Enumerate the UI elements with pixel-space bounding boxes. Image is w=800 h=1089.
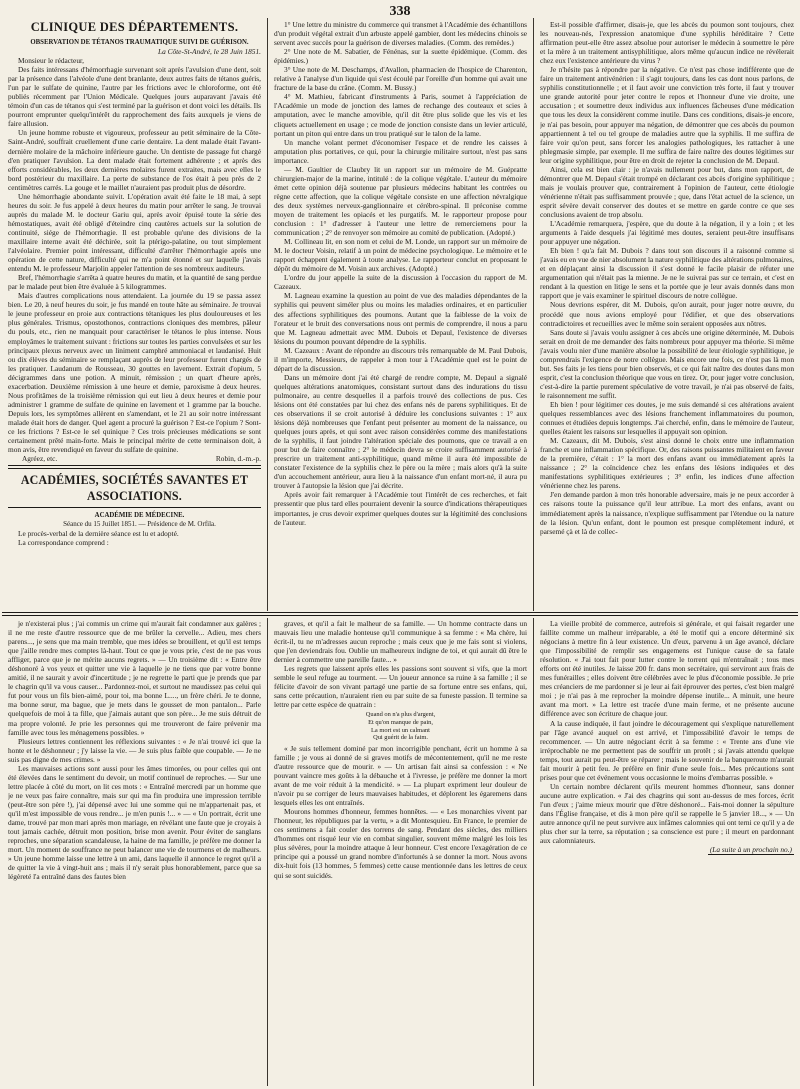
feuilleton-column-2 (274, 619, 527, 1086)
academy-paragraph: Un manche volant permet d'économiser l'espace et de rendre les caisses à amputation plus portatives, ce qui, pour la chirurgie militaire surtout, n'est pas sans importance. (274, 137, 527, 165)
section-rule (8, 465, 261, 469)
academy-paragraph: Sans doute si j'avais voulu assigner à ces abcès une origine déterminée, M. Dubois serait en droit de me demander des faits nombreux pour appuyer ma théorie. Si même j'avais voulu nier d'une manière absolue la possibilité de leur étiologie syphilitique, je comprendrais l'exigence de notre collègue. Mais encore une fois, ce n'est pas là mon but. Ses faits je les tiens pour bien observés, et ce qui fait naître des doutes dans mon esprit, c'est la conclusion théorique que vous en tirez. Or, pour juger votre conclusion, c'est-à-dire la partie purement spéculative de votre travail, je n'ai pas observé de faits, le raisonnement me suffit. (540, 327, 794, 400)
poem-line: Quand on n'a plus d'argent, (365, 711, 436, 719)
column-rule (533, 18, 534, 611)
academy-paragraph: L'Académie remarquera, j'espère, que du doute à la négation, il y a loin ; et les arguments à l'aide desquels j'ai légitimé mes doutes, seraient peut-être insuffisans pour appuyer une négation. (540, 219, 794, 247)
article-closing: Agréez, etc. (22, 454, 58, 464)
quatrain (274, 711, 527, 741)
feuilleton-paragraph: Les mauvaises actions sont aussi pour les âmes timorées, ou pour celles qui ont été élevées dans le sentiment du devoir, un motif continuel de reproches. — Sur une lettre placée à côté du mort, on lit ces mots : « Entraîné mercredi par un homme que je ne veux pas faire connaître, mais sur qui ma fin produira une impression terrible (peut-être son père !), j'ai dépensé avec lui une somme qui ne m'appartenait pas, et qu'il m'est impossible de vous rendre... je m'en punis !... » — « Un portrait, écrit une dame, trouvé par mon mari après mon mariage, en révélant une faute que je croyais à tout jamais cachée, détruit mon position, brise mon avenir. Pour éviter de sanglans reproches, une séparation scandaleuse, la haine de ma famille, je préfère me donner la mort. Un moment de souffrance ne peut balancer une vie de tourmens et de malheurs. » Un jeune homme laisse une lettre à un ami, dans laquelle il annonce le regret qu'il a de quitter la vie à vingt-huit ans ; mais il n'y serait plus honorablement, parce que sa légèreté l'a entraîné dans des fautes bien (8, 763, 261, 882)
academy-paragraph: 1° Une lettre du ministre du commerce qui transmet à l'Académie des échantillons d'un produit végétal extrait d'un arbuste appelé gambier, dont les médecins chinois se servent avec succès pour la guérison de diverses maladies. (Comm. des remèdes.) (274, 20, 527, 48)
feuilleton-paragraph: Les regrets que laissent après elles les passions sont souvent si vifs, que la mort semble le seul refuge au tourment. — Un joueur annonce sa ruine à sa famille ; il se félicite d'avoir de son vivant partagé une partie de sa fortune entre ses enfans, qui, sans cette précaution, n'auraient rien eu par suite de sa funeste passion. Il termine sa lettre par cette espèce de quatrain : (274, 664, 527, 710)
academy-subhead: ACADÉMIE DE MÉDECINE. (94, 512, 185, 520)
article-paragraph: Un jeune homme robuste et vigoureux, professeur au petit séminaire de la Côte-Saint-André, souffrait cruellement d'une carie dentaire. La dent malade était l'avant-dernière molaire de la mâchoire inférieure gauche. Un dentiste de passage fut chargé d'en pratiquer l'avulsion. La dent malade était fortement adhérente ; et après des efforts considérables, les deux dernières molaires furent extraites, mais avec elles le bord postérieur du maxillaire. La perte de substance de l'os était à peu près de 2 centimètres carrés. La gouge et le maillet n'auraient pas produit plus de désordre. (8, 128, 261, 192)
academy-paragraph: Je n'hésite pas à répondre par la négative. Ce n'est pas chose indifférente que de faire un traitement antivénérien : il s'agit toujours, dans les cas dont nous parlons, de syphilis constitutionnelle ; et il faut avoir une conviction très forte, il faut y trouver une grande autorité pour jeter contre le repos et l'honneur d'une vie droite, une accusation ; et soumettre deux individus aux influences fâcheuses d'une médication que tous les deux la considèrent comme inutile. Dans ces conditions, disais-je encore, je n'ai pas besoin, pour appuyer ma négation, de démontrer que ces abcès du poumon appartiennent à tel ou tel groupe de maladies autre que la syphilis. Il me suffira de faire voir qu'on peut, sans forcer les analogies pathologiques, les rattacher à une phlegmasie simple, par exemple. Il me suffira de faire naître des doutes légitimes sur leur origine syphilitique, pour être en droit de rejeter la conclusion de M. Depaul. (540, 65, 794, 165)
academy-paragraph: 4° M. Mathieu, fabricant d'instruments à Paris, soumet à l'appréciation de l'Académie un mode de jonction des lames de rechange des couteaux et scies à amputation, avec le manche amovible, qu'il dit être plus solide que les vis et les cliquets actuellement en usage ; ce mode de jonction consiste dans un levier articulé, portant un piton qui entre dans un trou pratiqué sur le talon de la lame. (274, 92, 527, 138)
academy-paragraph: Est-il possible d'affirmer, disais-je, que les abcès du poumon sont toujours, chez les nouveau-nés, l'expression anatomique d'une syphilis héréditaire ? Cette affirmation peut-elle être assez absolue pour autoriser le médecin à soumettre le père et la mère à un traitement antisyphilitique, alors même qu'aucun indice ne révélerait chez eux l'existence antérieure du virus ? (540, 20, 794, 66)
academy-paragraph: Eh bien ! qu'a fait M. Dubois ? dans tout son discours il a raisonné comme si j'avais eu en vue de nier absolument la nature syphilitique des altérations pulmonaires, et en déplaçant ainsi la discussion il s'est donné le facile plaisir de réfuter une argumentation qui n'était pas la mienne. Je ne le suivrai pas sur ce terrain, et c'est en rendant à la question en litige le sens et la portée que je leur avais donnés dans mon rapport que je vais examiner le spirituel discours de notre collègue. (540, 246, 794, 301)
academies-heading: ACADÉMIES, SOCIÉTÉS SAVANTES ET ASSOCIATIONS. (20, 472, 249, 504)
column-rule (533, 618, 534, 1086)
feuilleton-paragraph: je n'existerai plus ; j'ai commis un crime qui m'aurait fait condamner aux galères ; il ne me reste d'autre ressource que de me brûler la cervelle... Adieu, mes chers parens..., je sens que ma main tremble, que mes idées se brouillent, et qu'il est temps que j'aille rendre mes comptes là-haut. Tout ce que je vous prie, c'est de ne pas vous affliger, parce que je ne mérite aucuns regrets. » — Un troisième dit : « Entre être déshonoré à vos yeux et quitter une vie à laquelle je ne tiens que par votre bonne amitié, il ne saurait y avoir d'incertitude ; je ne regrette le parti que je prends que par le chagrin qu'il va vous causer... Pardonnez-moi, et surtout ne maudissez pas celui qui fut pour vous un fils bien-aimé, pour toi, ma bonne L...., un frère chéri. Je te donne, ma bonne sœur, ma bague, que je mets dans le gousset de mon pantalon... Parle quelquefois de moi à ta fille, que j'aimais autant que son père... Je me suis détruit de ma propre volonté. Je prie les personnes qui me trouveront de faire prévenir ma famille avec tous les ménagemens possibles. » (8, 619, 261, 737)
feuilleton-paragraph: « Je suis tellement dominé par mon incorrigible penchant, écrit un homme à sa famille ; je vous ai donné de si graves motifs de mécontentement, qu'il ne me reste d'autre ressource que de mourir. » — Un artisan fait ainsi sa confession : « Ne pouvant vaincre mes goûts à la débauche et à l'ivresse, je préfère me donner la mort avant de me voir réduit à la mendicité. » — La plupart expriment leur douleur de n'avoir pu se corriger de leurs mauvaises habitudes, et déplorent les égaremens dans lesquels elles les ont entraînés. (274, 743, 527, 808)
academy-paragraph: Après avoir fait remarquer à l'Académie tout l'intérêt de ces recherches, et fait pressentir que plus tard elles pourraient devenir la source d'indications thérapeutiques importantes, je crus devoir exprimer quelques doutes sur la légitimité des conclusions de l'auteur. (274, 490, 527, 527)
poem-line: Et qu'on manque de pain, (368, 719, 433, 727)
academy-paragraph: M. Lagneau examine la question au point de vue des maladies dépendantes de la syphilis qui peuvent siméler plus ou moins les maladies ordinaires, et en particulier des affections syphilitiques des poumons. Autant que la faiblesse de la voix de l'orateur et le bruit des conversations nous ont permis de comprendre, il nous a paru que M. Lagneau admettait avec MM. Dubois et Depaul, l'existence de diverses lésions du poumon pouvant dépendre de la syphilis. (274, 291, 527, 346)
feuilleton-paragraph: La vieille probité de commerce, autrefois si générale, et qui faisait regarder une faillite comme un malheur irréparable, a été le motif qui a encore déterminé six négocians à mettre fin à leur existence. Un d'eux, parvenu à un âge avancé, déclare que l'impossibilité de remplir ses engagemens est l'unique cause de sa fatale résolution. « J'ai tout fait pour lutter contre le torrent qui m'entraînait ; tous mes efforts ont été inutiles. Je laisse 200 fr. dans mon secrétaire, qui serviront aux frais de mes funérailles ; elles doivent être célébrées avec le plus d'économie possible. Je prie mes créanciers de me pardonner si je leur ai fait éprouver des pertes, c'est bien malgré moi ; je n'ai pas à me reprocher la moindre dépense inutile... A minuit, une heure avant ma mort. » La lettre est tracée d'une main ferme, et ne présente aucune différence avec son écriture de chaque jour. (540, 619, 794, 719)
academy-paragraph: Eh bien ! pour légitimer ces doutes, je me suis demandé si ces altérations avaient quelques ressemblances avec des lésions franchement inflammatoires du poumon, connues et étudiées depuis longtemps. J'ai cherché, enfin, dans le mémoire de l'auteur, quelles étaient les raisons sur lesquelles il appuyait son opinion. (540, 399, 794, 437)
session-line: Séance du 15 Juillet 1851. — Présidence de M. Orfila. (63, 520, 216, 529)
academy-paragraph: M. Cazeaux : Avant de répondre au discours très remarquable de M. Paul Dubois, il m'importe, Messieurs, de rappeler à mon tour à l'Académie quel est le point de départ de la discussion. (274, 345, 527, 373)
academy-paragraph: M. Collineau lit, en son nom et celui de M. Londe, un rapport sur un mémoire de M. le docteur Voisin, relatif à un point de médecine psychologique. Le mémoire et le rapport échappent également à toute analyse. Le rapporteur conclut en proposant le dépôt du mémoire de M. Voisin aux archives. (Adopté.) (274, 237, 527, 274)
article-signature: Robin, d.-m.-p. (215, 454, 261, 464)
academy-paragraph: 3° Une note de M. Deschamps, d'Avallon, pharmacien de l'hospice de Charenton, relative à l'analyse d'un liquide qui s'est écoulé par l'oreille d'un homme qui avait une fracture de la base du crâne. (Comm. M. Bussy.) (274, 65, 527, 93)
column-rule (267, 618, 268, 1086)
section-rule (8, 507, 261, 508)
feuilleton-paragraph: graves, et qu'il a fait le malheur de sa famille. — Un homme contracte dans un mauvais lieu une maladie honteuse qu'il communique à sa femme : « Ma chère, lui écrit-il, tu ne m'adresses aucun reproche ; mais ceux que je me fais sont si violens, que j'en deviendrais fou. Oublie un malheureux indigne de toi, et qui aurait dû être le dernier à commettre une pareille faute... » (274, 619, 527, 665)
article-paragraph: Mais d'autres complications nous attendaient. La journée du 19 se passa assez bien. Le 20, à neuf heures du soir, je fus mandé en toute hâte au séminaire. Je trouvai le jeune professeur en proie aux contractions tétaniques les plus douloureuses et les plus générales. Trismus, opostothonos, contractions cloniques des membres, pâleur du pouls, etc., rien ne manquait pour caractériser le tétanos le plus intense. Nous employâmes le traitement suivant : frictions sur toutes les parties convulsées et sur les principaux plexus nerveux avec un liniment camphré ammoniacal et laudanisé. Huit ou dix élèves du séminaire se remplaçant auprès de leur professeur furent chargés de les pratiquer. Laudanum de Rousseau, 30 gouttes en lavement. Extrait d'opium, 5 décigrammes dans une potion. A minuit, rémission ; un quart d'heure après, exacerbation. Deuxième rémission à une heure et demie, paroxisme à deux heures. Nous profitâmes de la troisième rémission qui eut lieu à deux heures et demie pour administrer 1 gramme de sulfate de quinine en lavement et 1 gramme par la bouche. Depuis lors, les symptômes allèrent en s'amendant, et le 21 au soir notre intéressant malade était hors de danger. Quel agent a procuré la guérison ? Est-ce l'opium ? Sont-ce les frictions ? Est-ce le sel quinique ? Ces trois précieuses médications se sont certainement prêté main-forte. Mais le principal mérite de cette terminaison doit, à mon avis, être revendiqué en faveur du sulfate de quinine. (8, 291, 261, 455)
academy-paragraph: 2° Une note de M. Sabatier, de Fénénas, sur la suette épidémique. (Comm. des épidémies.) (274, 47, 527, 66)
academy-paragraph: La correspondance comprend : (18, 538, 109, 548)
academy-paragraph: Nous devrions espérer, dit M. Dubois, qu'on aurait, pour juger notre œuvre, du procédé que nous avions employé pour l'édifier, et que des observations contradictoires et recueillies avec le même soin seraient opposées aux nôtres. (540, 300, 794, 328)
column-rule (267, 18, 268, 611)
to-be-continued-text: (La suite à un prochain no.) (709, 845, 792, 855)
academy-paragraph: Ainsi, cela est bien clair : je n'avais nullement pour but, dans mon rapport, de démontrer que M. Depaul s'était trompé en déclarant ces abcès d'origine syphilitique ; mais je voulais prouver que, contrairement à l'opinion de l'auteur, cette étiologie vénérienne n'était pas suffisamment prouvée ; que, dans l'état actuel de la science, un esprit sévère devait conserver des doutes et se mettre en garde contre ce que ses conclusions avaient de trop absolu. (540, 164, 794, 219)
article-salutation: Monsieur le rédacteur, (18, 56, 84, 66)
academy-paragraph: M. Cazeaux, dit M. Dubois, s'est ainsi donné le choix entre une inflammation franche et une inflammation spécifique. Or, des raisons puissantes militaient en faveur de la première, c'était : 1° la mort des enfans avant ou immédiatement après la naissance ; 2° la coïncidence chez les enfans des lésions indiquées et des manifestations syphilitiques extérieures ; 3° enfin, les indices d'une affection vénérienne chez les parens. (540, 436, 794, 491)
feuilleton-column-3 (540, 619, 794, 1086)
academy-paragraph: J'en demande pardon à mon très honorable adversaire, mais je ne peux accorder à ces raisons toute la puissance qu'il leur attribue. La mort des enfans, avant ou immédiatement après la naissance, n'explique suffisamment par l'étendue ou la nature de la lésion. Qu'un enfant, dont le poumon est presque complètement induré, et parsemé çà et là de collec- (540, 490, 794, 536)
feuilleton-column-1 (8, 619, 261, 1086)
poem-line: La mort est un calmant (371, 726, 430, 734)
column-3 (540, 20, 794, 610)
article-paragraph: Des faits intéressans d'hémorrhagie survenant soit après l'avulsion d'une dent, soit par la présence dans l'alvéole d'une dent branlante, deux autres faits de tétanos guéris, l'un par le sulfate de quinine, l'autre par les frictions avec le chloroforme, ont été publiés récemment par l'Union Médicale. Quelques jours auparavant j'avais été témoin d'un cas de tétanos qui s'est terminé par la guérison et dont voici les détails. Ils pourront emprunter quelqu'intérêt du rapprochement des faits auxquels je viens de faire allusion. (8, 65, 261, 129)
article-paragraph: Bref, l'hémorrhagie s'arrêta à quatre heures du matin, et la quantité de sang perdue par le malade peut bien être évaluée à 5 kilogrammes. (8, 273, 261, 292)
section-heading: CLINIQUE DES DÉPARTEMENTS. (30, 20, 239, 34)
academy-paragraph: — M. Gaultier de Claubry lit un rapport sur un mémoire de M. Guépratte chirurgien-major de la marine, intitulé : de la colique végétale. L'auteur du mémoire émet cette opinion déjà soutenue par plusieurs médecins habitant les contrées ou règne cette affection, que la colique végétale consiste en une affection névralgique des deux systèmes nerveux-ganglionnaire et cérébro-spinal. Il préconise comme moyen de traitement les opiacés et les purgatifs. M. le rapporteur propose pour conclusion : 1° d'adresser à l'auteur une lettre de remerciemens pour la communication ; 2° de renvoyer son mémoire au comité de publication. (Adopté.) (274, 164, 527, 238)
academy-paragraph: Dans un mémoire dont j'ai été chargé de rendre compte, M. Depaul a signalé quelques altérations anatomiques, consistant surtout dans des indurations du tissu pulmonaire, au centre desquelles il a parfois trouvé des collections de pus. Ces lésions ont été constatées par lui chez des enfans nés de parens syphilitiques. Et de ces observations il se croit autorisé à déduire les conclusions suivantes : 1° aux lésions déjà nombreuses que l'enfant peut présenter au moment de la naissance, ou quelques jours après, et qui sont avec raison considérées comme des manifestations de la syphilis, il faut joindre l'altération spéciale des poumons, que ce travail a en pour but de faire connaître ; 2° le médecin devra se croire suffisamment autorisé à prescrire un traitement anti-syphilitique, quand même il aura été impossible de constater l'existence de la syphilis chez le père ou la mère ; mais alors qu'à la suite d'un accouchement antérieur, aura lieu à la naissance d'un enfant mort-né, il aura pu trouver à l'autopsie la lésion que j'ai décrite. (274, 372, 527, 491)
feuilleton-paragraph: Un certain nombre déclarent qu'ils meurent hommes d'honneur, sans donner aucune autre explication. « J'ai des chagrins qui sont au-dessus de mes forces, écrit l'un d'eux ; j'aime mieux mourir que d'être déshonoré... Fais-moi donner la sépulture dans l'Église française, et dis à mon père qu'il se rappelle le 5 janvier 18..., » — Un autre annonce qu'il ne peut survivre aux infâmes calomnies qui ont terni ce qu'il y a de plus cher sur la terre, sa réputation ; sa conscience est pure ; il meurt en pardonnant aux calomniateurs. (540, 781, 794, 846)
column-2 (274, 20, 527, 610)
article-title: OBSERVATION DE TÉTANOS TRAUMATIQUE SUIVI DE GUÉRISON. (30, 39, 249, 46)
article-paragraph: Une hémorrhagie abondante suivit. L'opération avait été faite le 18 mai, à sept heures du soir. Je fus appelé à deux heures du matin pour arrêter le sang. Je trouvai auprès du malade M. le docteur Gariu qui, après avoir épuisé toute la série des hémostatiques, avait été obligé d'éteindre cinq cautères actuels sur la solution de continuité, siége de l'hémorrhagie. Il est probable qu'une des divisions de la maxillaire interne avait été déchirée, soit la ptérigo-palatine, ou tout simplement l'alvéolaire. Premier point intéressant, difficulté d'arrêter l'hémorrhagie après une opération de cette nature, difficulté qui ne m'a point étonné et sur laquelle j'avais entendu M. le professeur Marjolin appeler l'attention de ses nombreux auditeurs. (8, 191, 261, 274)
to-be-continued (540, 845, 794, 854)
feuilleton-paragraph: A la cause indiquée, il faut joindre le découragement qui s'explique naturellement par l'âge avancé auquel on est arrivé, et l'impossibilité d'avoir le temps de recommencer. — Un autre négociant écrit à sa femme : « Trente ans d'une vie irréprochable ne me permettent pas de souffrir un protêt ; si j'avais attendu quelque temps, tout aurait pu peut-être se réparer ; mais le souvenir de la banqueroute m'aurait fait mourir à petit feu. Je préfère en finir d'une seule fois... Mes précautions sont prises pour que cet événement vous occasionne le moins d'embarras possible. » (540, 718, 794, 782)
feuilleton-rule (2, 612, 798, 616)
page-number: 338 (389, 4, 411, 19)
feuilleton-paragraph: Plusieurs lettres contiennent les réflexions suivantes : « Je n'ai trouvé ici que la honte et le déshonneur ; j'y laisse la vie. — Je suis plus faible que coupable. — Je ne suis pas digne de mes crimes. » (8, 736, 261, 764)
article-dateline: La Côte-St-André, le 28 Juin 1851. (157, 47, 261, 56)
academy-paragraph: L'ordre du jour appelle la suite de la discussion à l'occasion du rapport de M. Cazeaux. (274, 273, 527, 292)
column-1 (8, 20, 261, 610)
poem-line: Qui guérit de la faim. (373, 734, 428, 742)
academy-paragraph: Le procès-verbal de la dernière séance est lu et adopté. (18, 529, 179, 539)
feuilleton-paragraph: Mourons hommes d'honneur, femmes honnêtes. — « Les monarchies vivent par l'honneur, les républiques par la vertu, » a dit Montesquieu. En France, le premier de ces sentimens a fait couler des torrens de sang. Pendant des siècles, des milliers d'hommes ont risqué leur vie en combat singulier, souvent même malgré les lois les plus sévères, pour la moindre attaque à leur honneur. C'est encore l'exagération de ce principe qui a poussé un grand nombre d'infortunés à se donner la mort. Nous avons dix-huit fois (13 hommes, 5 femmes) cette cause mentionnée dans les lettres de ceux qui se sont suicidés. (274, 807, 527, 880)
